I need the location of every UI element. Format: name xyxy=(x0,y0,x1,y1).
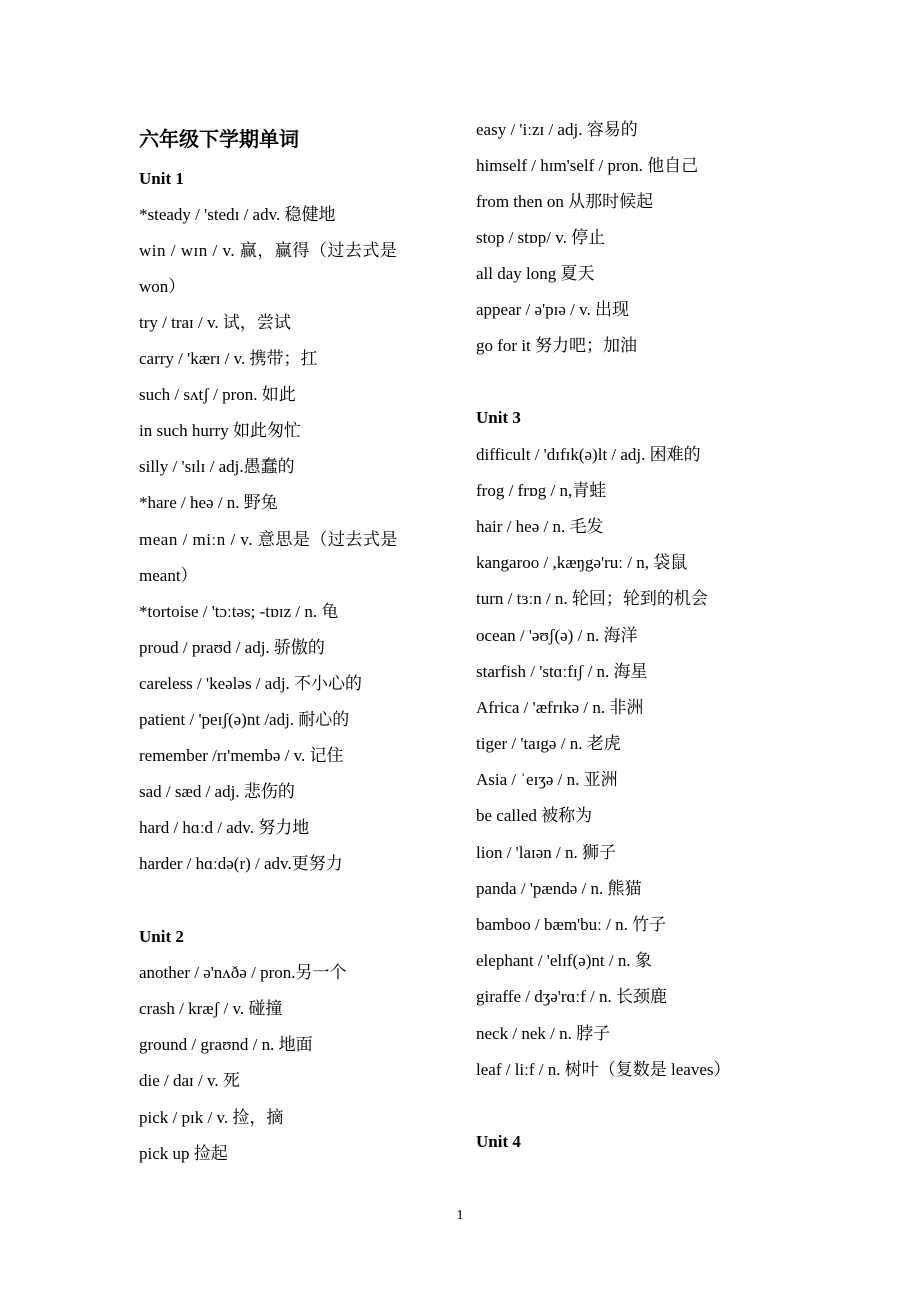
vocab-line: from then on 从那时候起 xyxy=(476,192,654,211)
vocab-line: pick up 捡起 xyxy=(139,1144,228,1163)
vocab-line: appear / ə'pɪə / v. 出现 xyxy=(476,300,630,319)
vocab-line: stop / stɒp/ v. 停止 xyxy=(476,228,606,247)
vocab-line: elephant / 'elɪf(ə)nt / n. 象 xyxy=(476,951,652,970)
vocab-line: mean / miːn / v. 意思是（过去式是 xyxy=(139,530,398,549)
vocab-line: meant） xyxy=(139,566,198,585)
vocab-line: tiger / 'taɪgə / n. 老虎 xyxy=(476,734,621,753)
unit-2-heading: Unit 2 xyxy=(139,927,184,946)
vocab-line: turn / tɜːn / n. 轮回；轮到的机会 xyxy=(476,589,708,608)
vocab-line: silly / 'sɪlɪ / adj.愚蠢的 xyxy=(139,457,295,476)
vocab-line: go for it 努力吧；加油 xyxy=(476,336,638,355)
vocab-line: harder / hɑːdə(r) / adv.更努力 xyxy=(139,854,343,873)
vocab-line: another / ə'nʌðə / pron.另一个 xyxy=(139,963,347,982)
unit-1-heading: Unit 1 xyxy=(139,169,184,188)
vocab-line: kangaroo / ,kæŋgə'ruː / n, 袋鼠 xyxy=(476,553,688,572)
vocab-line: Asia / ˈeɪʒə / n. 亚洲 xyxy=(476,770,618,789)
vocab-line: himself / hɪm'self / pron. 他自己 xyxy=(476,156,699,175)
vocab-line: starfish / 'stɑːfɪʃ / n. 海星 xyxy=(476,662,648,681)
vocab-line: giraffe / dʒə'rɑːf / n. 长颈鹿 xyxy=(476,987,668,1006)
unit-4-heading: Unit 4 xyxy=(476,1132,521,1151)
vocab-line: hard / hɑːd / adv. 努力地 xyxy=(139,818,310,837)
page-number: 1 xyxy=(456,1208,464,1223)
vocab-line: panda / 'pændə / n. 熊猫 xyxy=(476,879,642,898)
vocab-line: ground / graʊnd / n. 地面 xyxy=(139,1035,313,1054)
vocab-line: Africa / 'æfrɪkə / n. 非洲 xyxy=(476,698,644,717)
vocab-line: proud / praʊd / adj. 骄傲的 xyxy=(139,638,325,657)
vocab-line: *tortoise / 'tɔːtəs; -tɒɪz / n. 龟 xyxy=(139,602,339,621)
vocab-line: easy / 'iːzɪ / adj. 容易的 xyxy=(476,120,638,139)
vocab-line: pick / pɪk / v. 捡，摘 xyxy=(139,1108,284,1127)
vocab-line: remember /rɪ'membə / v. 记住 xyxy=(139,746,344,765)
vocab-line: hair / heə / n. 毛发 xyxy=(476,517,604,536)
vocab-line: in such hurry 如此匆忙 xyxy=(139,421,301,440)
vocab-line: all day long 夏天 xyxy=(476,264,595,283)
vocab-line: crash / kræʃ / v. 碰撞 xyxy=(139,999,283,1018)
vocab-line: bamboo / bæm'buː / n. 竹子 xyxy=(476,915,667,934)
vocab-line: try / traɪ / v. 试，尝试 xyxy=(139,313,291,332)
vocab-line: *hare / heə / n. 野兔 xyxy=(139,493,278,512)
vocab-line: *steady / 'stedɪ / adv. 稳健地 xyxy=(139,205,336,224)
vocab-line: frog / frɒg / n,青蛙 xyxy=(476,481,607,500)
vocab-line: such / sʌtʃ / pron. 如此 xyxy=(139,385,296,404)
vocab-line: sad / sæd / adj. 悲伤的 xyxy=(139,782,295,801)
vocab-line: leaf / liːf / n. 树叶（复数是 leaves） xyxy=(476,1060,731,1079)
vocab-line: ocean / 'əʊʃ(ə) / n. 海洋 xyxy=(476,626,638,645)
vocab-line: neck / nek / n. 脖子 xyxy=(476,1024,611,1043)
vocab-line: be called 被称为 xyxy=(476,806,593,825)
vocab-line: difficult / 'dɪfɪk(ə)lt / adj. 困难的 xyxy=(476,445,701,464)
vocab-line: die / daɪ / v. 死 xyxy=(139,1071,240,1090)
vocab-line: lion / 'laɪən / n. 狮子 xyxy=(476,843,616,862)
vocab-line: win / wɪn / v. 赢，赢得（过去式是 xyxy=(139,241,398,260)
vocab-line: carry / 'kærɪ / v. 携带；扛 xyxy=(139,349,318,368)
vocab-line: patient / 'peɪʃ(ə)nt /adj. 耐心的 xyxy=(139,710,350,729)
vocab-line: careless / 'keələs / adj. 不小心的 xyxy=(139,674,363,693)
unit-3-heading: Unit 3 xyxy=(476,408,521,427)
vocab-line: won） xyxy=(139,277,186,296)
page-title: 六年级下学期单词 xyxy=(139,127,299,151)
